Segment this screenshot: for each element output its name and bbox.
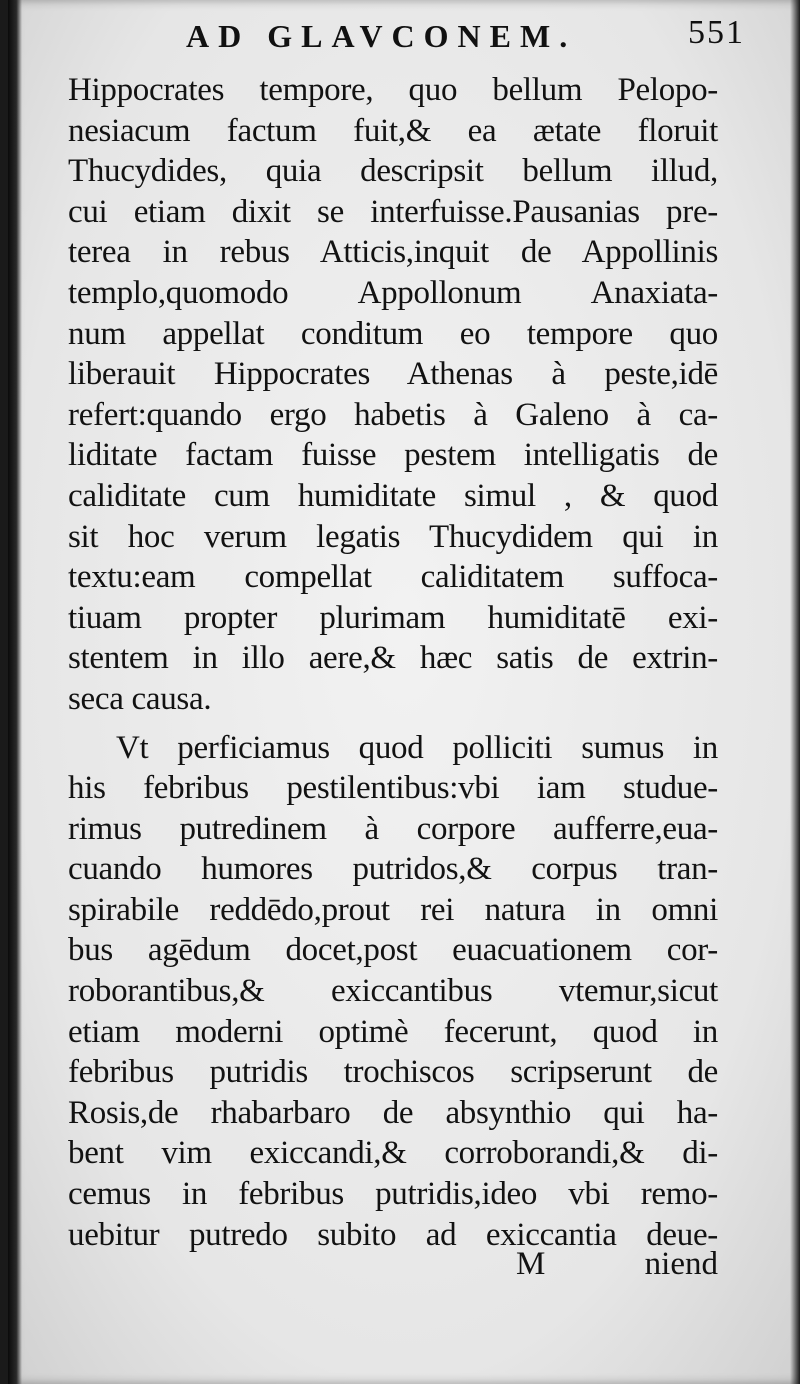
text-line: bus agēdum docet,post euacuationem cor- <box>68 932 718 969</box>
paragraph-first-line: Vt perficiamus quod polliciti sumus in <box>116 729 718 766</box>
text-line: caliditate cum humiditate simul , & quod <box>68 477 718 514</box>
footer-line <box>68 1246 718 1290</box>
text-line: textu:eam compellat caliditatem suffoca- <box>68 559 718 596</box>
running-head: AD GLAVCONEM. <box>186 18 577 54</box>
text-line: Thucydides, quia descripsit bellum illud, <box>68 153 718 190</box>
text-line: terea in rebus Atticis,inquit de Appollinis <box>68 234 718 271</box>
text-line: Rosis,de rhabarbaro de absynthio qui ha- <box>68 1094 718 1131</box>
book-page <box>8 0 800 1384</box>
text-line: febribus putridis trochiscos scripserunt de <box>68 1054 718 1091</box>
text-line: liberauit Hippocrates Athenas à peste,idē <box>68 356 718 393</box>
signature-mark: M <box>516 1246 546 1282</box>
text-line: Hippocrates tempore, quo bellum Pelopo- <box>68 72 718 108</box>
page-edge-shadow <box>790 0 800 1384</box>
text-line: cemus in febribus putridis,ideo vbi remo- <box>68 1176 718 1213</box>
paragraph-gap <box>68 720 718 728</box>
text-line: num appellat conditum eo tempore quo <box>68 315 718 352</box>
text-line: stentem in illo aere,& hæc satis de extrin- <box>68 640 718 677</box>
text-line: his febribus pestilentibus:vbi iam studue- <box>68 770 718 807</box>
text-line: templo,quomodo Appollonum Anaxiata- <box>68 274 718 311</box>
binding-gutter <box>8 0 22 1384</box>
body-text <box>68 70 718 1255</box>
text-line: spirabile reddēdo,prout rei natura in omni <box>68 891 718 928</box>
text-line: bent vim exiccandi,& corroborandi,& di- <box>68 1135 718 1172</box>
text-line: etiam moderni optimè fecerunt, quod in <box>68 1013 718 1050</box>
text-line: sit hoc verum legatis Thucydidem qui in <box>68 518 718 555</box>
text-line: tiuam propter plurimam humiditatē exi- <box>68 599 718 636</box>
text-line: cuando humores putridos,& corpus tran- <box>68 851 718 888</box>
text-line: liditate factam fuisse pestem intelligatis de <box>68 437 718 474</box>
text-line: roborantibus,& exiccantibus vtemur,sicut <box>68 973 718 1010</box>
page-number: 551 <box>688 14 745 51</box>
text-line: refert:quando ergo habetis à Galeno à ca- <box>68 396 718 433</box>
text-line: cui etiam dixit se interfuisse.Pausanias pre- <box>68 193 718 230</box>
catchword: niend <box>644 1246 718 1282</box>
text-line: rimus putredinem à corpore aufferre,eua- <box>68 810 718 847</box>
text-line: seca causa. <box>68 680 212 717</box>
text-line: nesiacum factum fuit,& ea ætate floruit <box>68 112 718 149</box>
text-line: uebitur putredo subito ad exiccantia deue- <box>68 1216 718 1253</box>
